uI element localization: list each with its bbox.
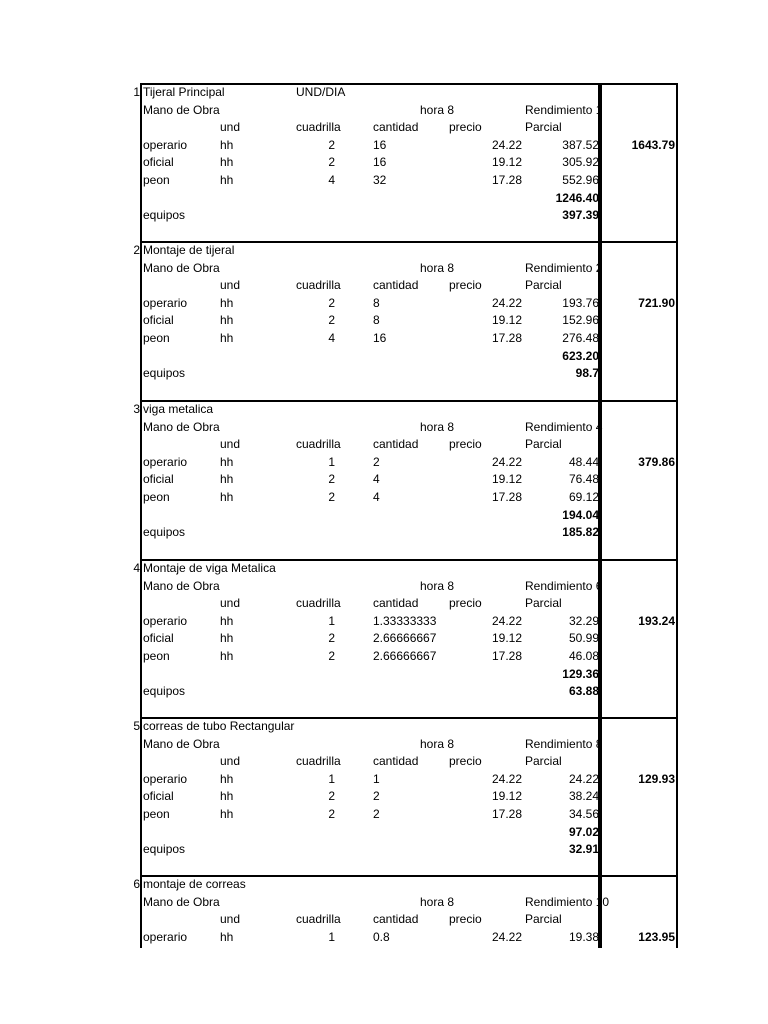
labor-cantidad: 1.33333333 (373, 613, 437, 628)
labor-cantidad: 4 (373, 472, 380, 487)
labor-und: hh (220, 929, 234, 944)
labor-precio: 24.22 (491, 137, 522, 152)
labor-cuadrilla: 4 (328, 331, 335, 345)
mano-de-obra-label: Mano de Obra (143, 419, 220, 434)
rendimiento-label: Rendimiento 10 (525, 894, 610, 909)
col-header-und: und (220, 754, 241, 769)
mano-de-obra-label: Mano de Obra (143, 578, 220, 593)
labor-cuadrilla: 4 (328, 173, 335, 187)
labor-cantidad: 8 (373, 313, 380, 328)
labor-parcial: 305.92 (562, 155, 599, 170)
section-total: 721.90 (638, 295, 675, 310)
labor-parcial: 193.76 (562, 295, 599, 310)
col-header-cuadrilla: cuadrilla (296, 754, 341, 769)
labor-parcial: 552.96 (562, 173, 599, 187)
labor-cantidad: 16 (373, 331, 387, 345)
section-number: 5 (133, 719, 140, 733)
hora-label: hora 8 (420, 736, 455, 751)
labor-parcial: 32.29 (568, 613, 599, 628)
section-number: 1 (133, 85, 140, 99)
labor-subtotal: 194.04 (562, 507, 599, 522)
section-number: 3 (133, 402, 140, 416)
equipos-value: 397.39 (562, 208, 599, 223)
col-header-parcial: Parcial (525, 596, 562, 611)
hora-label: hora 8 (420, 260, 455, 275)
equipos-value: 98.7 (575, 366, 599, 381)
labor-parcial: 69.12 (568, 490, 599, 504)
labor-cuadrilla: 2 (328, 807, 335, 821)
labor-subtotal: 623.20 (562, 348, 599, 363)
labor-name: peon (143, 807, 170, 821)
section-total: 1643.79 (631, 137, 675, 152)
section-border (140, 400, 677, 402)
labor-und: hh (220, 649, 234, 663)
col-header-precio: precio (449, 912, 482, 927)
section-title: correas de tubo Rectangular (143, 719, 295, 733)
labor-precio: 19.12 (491, 155, 522, 170)
labor-cuadrilla: 1 (328, 454, 335, 469)
col-header-parcial: Parcial (525, 437, 562, 452)
labor-und: hh (220, 155, 234, 170)
col-header-precio: precio (449, 437, 482, 452)
col-header-cantidad: cantidad (373, 596, 419, 611)
labor-cuadrilla: 2 (328, 490, 335, 504)
labor-parcial: 276.48 (562, 331, 599, 345)
equipos-value: 185.82 (562, 525, 599, 540)
labor-subtotal: 97.02 (568, 824, 599, 839)
labor-precio: 17.28 (491, 173, 522, 187)
labor-name: oficial (143, 472, 174, 487)
col-header-cantidad: cantidad (373, 278, 419, 293)
section-total: 129.93 (638, 771, 675, 786)
col-header-precio: precio (449, 120, 482, 135)
labor-parcial: 48.44 (568, 454, 599, 469)
labor-cuadrilla: 2 (328, 313, 335, 328)
labor-precio: 17.28 (491, 490, 522, 504)
section-number: 6 (133, 877, 140, 891)
labor-parcial: 50.99 (568, 631, 599, 646)
rendimiento-label: Rendimiento 1 (525, 102, 603, 117)
hora-label: hora 8 (420, 419, 455, 434)
col-header-cuadrilla: cuadrilla (296, 912, 341, 927)
labor-parcial: 46.08 (568, 649, 599, 663)
labor-precio: 19.12 (491, 472, 522, 487)
labor-cuadrilla: 1 (328, 929, 335, 944)
section-total: 193.24 (638, 613, 675, 628)
col-header-cantidad: cantidad (373, 912, 419, 927)
col-header-precio: precio (449, 754, 482, 769)
labor-cantidad: 16 (373, 137, 387, 152)
section-number: 4 (133, 561, 140, 575)
labor-und: hh (220, 295, 234, 310)
col-header-cantidad: cantidad (373, 437, 419, 452)
labor-precio: 19.12 (491, 631, 522, 646)
labor-cantidad: 2 (373, 789, 380, 804)
labor-und: hh (220, 331, 234, 345)
labor-und: hh (220, 613, 234, 628)
labor-cantidad: 2.66666667 (373, 631, 437, 646)
labor-parcial: 76.48 (568, 472, 599, 487)
left-border (140, 83, 142, 948)
equipos-label: equipos (143, 525, 186, 540)
col-header-parcial: Parcial (525, 912, 562, 927)
labor-name: operario (143, 295, 188, 310)
section-title: viga metalica (143, 402, 214, 416)
col-header-cuadrilla: cuadrilla (296, 278, 341, 293)
col-header-precio: precio (449, 596, 482, 611)
labor-parcial: 38.24 (568, 789, 599, 804)
labor-cantidad: 2 (373, 807, 380, 821)
labor-precio: 24.22 (491, 771, 522, 786)
labor-parcial: 19.38 (568, 929, 599, 944)
labor-cuadrilla: 2 (328, 155, 335, 170)
col-header-und: und (220, 437, 241, 452)
col-header-cantidad: cantidad (373, 754, 419, 769)
labor-cuadrilla: 2 (328, 295, 335, 310)
labor-name: operario (143, 137, 188, 152)
labor-cantidad: 0.8 (373, 929, 390, 944)
labor-precio: 19.12 (491, 313, 522, 328)
labor-cantidad: 2 (373, 454, 380, 469)
labor-precio: 17.28 (491, 331, 522, 345)
col-header-parcial: Parcial (525, 754, 562, 769)
section-number: 2 (133, 243, 140, 257)
labor-cantidad: 16 (373, 155, 387, 170)
labor-name: peon (143, 490, 170, 504)
col-header-und: und (220, 596, 241, 611)
col-header-cuadrilla: cuadrilla (296, 596, 341, 611)
labor-name: operario (143, 929, 188, 944)
mano-de-obra-label: Mano de Obra (143, 260, 220, 275)
rendimiento-label: Rendimiento 6 (525, 578, 603, 593)
section-total: 123.95 (638, 929, 675, 944)
right-border (676, 83, 678, 948)
equipos-label: equipos (143, 842, 186, 857)
col-header-parcial: Parcial (525, 120, 562, 135)
hora-label: hora 8 (420, 578, 455, 593)
col-header-cantidad: cantidad (373, 120, 419, 135)
labor-parcial: 24.22 (568, 771, 599, 786)
labor-name: oficial (143, 789, 174, 804)
labor-und: hh (220, 490, 234, 504)
labor-und: hh (220, 771, 234, 786)
labor-parcial: 34.56 (568, 807, 599, 821)
labor-cuadrilla: 2 (328, 631, 335, 646)
equipos-label: equipos (143, 208, 186, 223)
labor-precio: 24.22 (491, 613, 522, 628)
labor-und: hh (220, 173, 234, 187)
labor-cuadrilla: 2 (328, 649, 335, 663)
hora-label: hora 8 (420, 894, 455, 909)
labor-name: oficial (143, 313, 174, 328)
mano-de-obra-label: Mano de Obra (143, 102, 220, 117)
labor-subtotal: 1246.40 (555, 190, 599, 205)
col-header-cuadrilla: cuadrilla (296, 120, 341, 135)
labor-name: oficial (143, 631, 174, 646)
labor-und: hh (220, 472, 234, 487)
labor-precio: 17.28 (491, 649, 522, 663)
section-title: Tijeral Principal (143, 85, 225, 99)
equipos-label: equipos (143, 684, 186, 699)
labor-precio: 19.12 (491, 789, 522, 804)
labor-cuadrilla: 1 (328, 771, 335, 786)
labor-und: hh (220, 789, 234, 804)
hora-label: hora 8 (420, 102, 455, 117)
labor-cuadrilla: 2 (328, 789, 335, 804)
labor-subtotal: 129.36 (562, 666, 599, 681)
col-header-parcial: Parcial (525, 278, 562, 293)
labor-name: operario (143, 613, 188, 628)
labor-und: hh (220, 454, 234, 469)
section-title: montaje de correas (143, 877, 246, 891)
equipos-value: 32.91 (568, 842, 599, 857)
labor-name: peon (143, 649, 170, 663)
col-header-und: und (220, 912, 241, 927)
equipos-label: equipos (143, 366, 186, 381)
rendimiento-label: Rendimiento 2 (525, 260, 603, 275)
equipos-value: 63.88 (568, 684, 599, 699)
labor-cuadrilla: 2 (328, 137, 335, 152)
labor-und: hh (220, 137, 234, 152)
labor-precio: 17.28 (491, 807, 522, 821)
labor-name: peon (143, 173, 170, 187)
labor-name: operario (143, 771, 188, 786)
mano-de-obra-label: Mano de Obra (143, 894, 220, 909)
labor-name: oficial (143, 155, 174, 170)
rendimiento-label: Rendimiento 8 (525, 736, 603, 751)
rendimiento-label: Rendimiento 4 (525, 419, 603, 434)
mano-de-obra-label: Mano de Obra (143, 736, 220, 751)
section-title: Montaje de viga Metalica (143, 561, 276, 575)
labor-und: hh (220, 807, 234, 821)
col-header-cuadrilla: cuadrilla (296, 437, 341, 452)
labor-precio: 24.22 (491, 295, 522, 310)
labor-precio: 24.22 (491, 454, 522, 469)
labor-cantidad: 8 (373, 295, 380, 310)
labor-und: hh (220, 631, 234, 646)
col-header-und: und (220, 278, 241, 293)
labor-cuadrilla: 1 (328, 613, 335, 628)
labor-cantidad: 1 (373, 771, 380, 786)
labor-parcial: 387.52 (562, 137, 599, 152)
labor-cantidad: 4 (373, 490, 380, 504)
section-total: 379.86 (638, 454, 675, 469)
labor-precio: 24.22 (491, 929, 522, 944)
labor-cantidad: 2.66666667 (373, 649, 437, 663)
labor-name: operario (143, 454, 188, 469)
labor-cuadrilla: 2 (328, 472, 335, 487)
labor-name: peon (143, 331, 170, 345)
col-header-und: und (220, 120, 241, 135)
labor-cantidad: 32 (373, 173, 387, 187)
divider-border (598, 83, 602, 948)
labor-und: hh (220, 313, 234, 328)
section-title: Montaje de tijeral (143, 243, 235, 257)
labor-parcial: 152.96 (562, 313, 599, 328)
und-dia-label: UND/DIA (296, 85, 346, 99)
col-header-precio: precio (449, 278, 482, 293)
